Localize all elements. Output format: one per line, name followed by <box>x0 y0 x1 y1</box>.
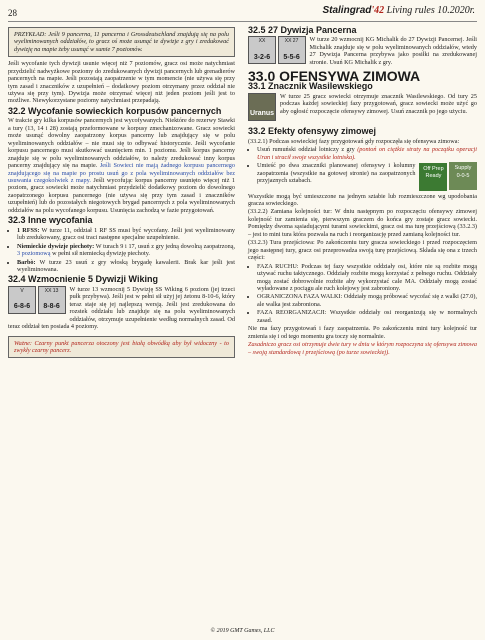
offensive-effects-list <box>248 146 477 184</box>
list-item <box>257 146 477 161</box>
list-item <box>17 243 235 258</box>
paragraph: Jeśli wycofanie tych dywizji usunie więcej niż 7 poziomów, gracz osi może natychmiast przydzielić nadwyżkowe poziomy do zredukowanych dywizji pancernych lub grenadierów pancernych na mapie. Jeśli pozostają zaopatrzenie w tym momencie (nie używa się przy tym zasad i znaczników z uzupełnień – dodatkowy poziom otrzymany przez oddział nie używa się przy tym). Dywizja może otrzymać więcej niż jeden poziom jeśli jest to możliwe. Niewykorzystane poziomy natychmiast przepadają. <box>8 60 235 105</box>
wiking-counters <box>8 286 66 316</box>
text-span: Jeśli wycofując korpus pancerny usunięto więcej niż 1 poziom, gracz sowiecki może natychmiast przydzielić dodatkowy poziom do dowolnego zaopatrzonego korpusu pancernego (nie używa się przy tym zasad i znaczników uzupełnień) lub do pozostałych niegotowych brygad pancernych z pola wyeliminowanych oddziałów na polu wycofanego korpusu. Usunięcia zachodzą w fazie przygotowań. <box>8 177 235 214</box>
marker-label: Off Prep <box>423 165 444 172</box>
unit-counter <box>38 286 66 314</box>
marker-label: Supply <box>454 165 472 172</box>
unit-counter <box>8 286 36 314</box>
heading-33-1: 33.1 Znacznik Wasilewskiego <box>248 81 373 92</box>
summary-note: Zasadniczo gracz osi otrzymuje dwie tury w dniu w którym rozpoczyna się ofensywa zimowa – swoją standardową i przejściową (po turze sowieckiej). <box>248 341 477 356</box>
list-item: • FAZA RUCHU: Podczas tej fazy wszystkie oddziały osi, które nie są rozbite mogą używać ruchu taktycznego. Oddziały rozbite mogą korzystać z pełnego ruchu. Oddziały mogą zostać dobrowolnie rozbite aby wykorzystać cale MA. Oddziały mogą zostać wyładowane z pociągu ale ruch kolejowy jest zabroniony. <box>257 263 477 293</box>
item-note: (pontoń on ciężkie straty na początku operacji Uran i stracił swoje wszystkie lotniska). <box>257 146 477 161</box>
list-item: • FAZA REORGANIZACJI: Wszystkie oddziały osi reorganizują się w normalnych zasad. <box>257 309 477 324</box>
paragraph: (33.2.1) Podczas sowieckiej fazy przygotowań gdy rozpoczęła się ofensywa zimowa: <box>248 137 460 145</box>
example-box: PRZYKŁAD: Jeśli 9 pancerna, 11 pancerna i Grossdeutschland znajdują się na polu wyeliminowanych oddziałów, to gracz oś może usunąć te dywizje z gry i zredukować dywizję na mapie żeby usunąć w sumie 7 poziomów. <box>8 27 235 57</box>
panzer-counters <box>248 36 306 66</box>
vasilevsky-marker-icon <box>248 93 276 121</box>
item-text: Usuń rumuński oddział lotniczy z gry <box>257 146 355 154</box>
page-header <box>0 0 485 22</box>
important-note: Ważne: Czarny punkt pancerza otoczony jest białą obwódką aby był widoczny - to zwykły czarny pancerz. <box>8 336 235 359</box>
left-column <box>8 27 235 358</box>
counter-size: XX <box>258 38 266 45</box>
withdrawal-list <box>8 227 235 274</box>
paragraph: (33.2.3) Tura przejściowa: Po zakończeniu tury gracza sowieckiego i przed rozpoczęciem jego następnej tury, gracz osi przeprowadza swoją turę przejściową. Składa się ona z trzech części: <box>248 239 477 262</box>
item-text: W turze 11, oddział 1 RF SS musi być wycofany. Jeśli jest wyeliminowany lub zredukowany, gracz osi traci następne specjalne uzupełnienie. <box>17 226 236 242</box>
counter-values: 6-8-6 <box>13 303 31 311</box>
running-title <box>322 5 475 16</box>
item-lead: 1 RFSS: <box>17 226 40 234</box>
list-item: • OGRANICZONA FAZA WALKI: Oddziały mogą próbować wycofać się z walki (27.0), ale walka jest zabroniona. <box>257 293 477 308</box>
item-text: w pełni sił niemiecką dywizję piechoty. <box>52 250 150 258</box>
game-brand-number: '42 <box>371 5 385 16</box>
supply-column-marker-icon <box>449 162 477 190</box>
counter-values: 3-2-6 <box>253 54 271 61</box>
paragraph <box>8 117 235 214</box>
item-text: W turach 9 i 17, usuń z gry jedną dowolną zaopatrzoną, <box>95 242 235 250</box>
marker-label: Ready <box>425 172 442 179</box>
text-span: W trakcie gry kilka korpusów pancernych jest wycofywanych. Niektóre do rezerwy Stawki a tury (13, 14 i 28) zostają przeformowane w korpusy zmechanizowane. Gracz sowiecki może usunąć dowolny zaopatrzony korpus pancerny lub znajdujący się w polu wyeliminowanych oddziałów – nie musi się to odbywać historycznie. Jeśli wycofanie korpusu pancernego musi skutkować usunięciem min. 1 poziomu. Jeśli korpus pancerny znajduje się w polu wyeliminowanych oddziałów, to należy zredukować inny korpus pancerny znajdujący się na mapie. <box>8 117 235 170</box>
marker-pair <box>419 162 477 190</box>
offensive-prep-marker-icon <box>419 163 447 191</box>
counter-values: 5-5-6 <box>283 54 300 61</box>
transition-turn-list <box>248 263 477 325</box>
item-lead: Barbò: <box>17 258 36 266</box>
header-divider <box>8 21 477 22</box>
counter-size: XX 13 <box>44 287 59 294</box>
paragraph: W turze 25 gracz sowiecki otrzymuje znacznik Wasilewskiego. Od tury 25 podczas każdej sowieckiej fazy przygotowań, gracz sowiecki może użyć go aby ogłosić rozpoczęcie ofensywy zimowej. Usuń znacznik po jego użyciu. <box>280 92 477 115</box>
highlighted-text: Jeśli Sowieci nie mają żadnego korpusu pancernego znajdującego się na mapie po prostu usuń go z pola wyeliminowanych oddziałów bez usuwania czegokolwiek z mapy. <box>8 162 235 185</box>
heading-32-3: 32.3 Inne wycofania <box>8 215 93 226</box>
unit-counter <box>248 36 276 64</box>
item-lead: Niemieckie dywizje piechoty: <box>17 242 95 250</box>
item-text: W turze 23 usuń z gry włoską brygadę kawalerii. Brak kar jeśli jest wyeliminowana. <box>17 258 235 273</box>
page-number: 28 <box>8 8 17 18</box>
counter-size: XX 27 <box>284 38 299 45</box>
copyright-footer: © 2019 GMT Games, LLC <box>210 628 275 634</box>
paragraph: Wszystkie mogą być umieszczone na jednym sztabie lub rozmieszczone wg upodobania gracza sowieckiego. <box>248 192 477 207</box>
unit-counter <box>278 36 306 64</box>
item-text: Umieść po dwa znaczniki planowanej ofensywy i kolumny zaopatrzenia (wszystkie na gotowej stronie) na zaopatrzonych przyjaznych sztabach. <box>257 162 416 184</box>
counter-size: V <box>20 287 24 294</box>
list-item <box>257 162 477 184</box>
paragraph: W turze 13 wzmocnij 5 Dywizję SS Wiking 6 poziom (jej trzeci pułk przybywa). Jeśli jest w pełni sił użyj jej żetonu 8-10-6, który teraz staje się jej najlepszą wersją. Jeśli jest zredukowana do rozstek oddziału lub znajduje się na polu wyeliminowanych oddziałów, otrzymuje uzupełnienie według normalnych zasad. Od teraz oddział ten posiada 4 poziomy. <box>8 285 235 331</box>
marker-values: 0-0-5 <box>456 172 470 179</box>
marker-label: Uranus <box>249 110 275 118</box>
heading-33-2: 33.2 Efekty ofensywy zimowej <box>248 126 377 137</box>
heading-32-4: 32.4 Wzmocnienie 5 Dywizji Wiking <box>8 274 158 285</box>
paragraph: (33.2.2) Zamiana kolejności tur: W dniu następnym po rozpoczęciu ofensywy zimowej kolejność tur zamienia się, pierwszym graczem do końca gry zostaje gracz sowiecki. Pomiędzy dwoma sąsiadującymi turami sowieckimi, gracz osi ma turę przejściową (33.2.3) – jest to mini tura która pozwala na ruch i reorganizację przed zamianą kolejności tur. <box>248 208 477 238</box>
list-item <box>17 259 235 274</box>
game-brand: Stalingrad <box>322 5 372 16</box>
paragraph: Nie ma fazy przygotowań i fazy zaopatrzenia. Po zakończeniu mini tury kolejność tur zmienia się i od tego momentu gra toczy się normalnie. <box>248 325 477 340</box>
heading-32-2: 32.2 Wycofanie sowieckich korpusów pancernych <box>8 105 222 116</box>
list-item <box>17 227 235 242</box>
highlighted-text: 3 poziomową <box>17 250 51 258</box>
counter-values: 8-8-6 <box>43 303 60 311</box>
paragraph: W turze 20 wzmocnij KG Michalik do 27 Dywizji Pancernej. Jeśli Michalik znajduje się w polu wyeliminowanych oddziałów, wtedy 27 Dywizja Pancerna przybywa jako posiłki na zredukowanej stronie. Usuń KG Michalik z gry. <box>309 36 477 66</box>
heading-32-5: 32.5 27 Dywizja Pancerna <box>248 25 357 35</box>
chapter-heading: 33.0 OFENSYWA ZIMOWA <box>248 67 421 84</box>
right-column <box>248 27 477 357</box>
rules-version: Living rules 10.2020r. <box>386 5 475 16</box>
uranus-marker <box>248 93 276 123</box>
